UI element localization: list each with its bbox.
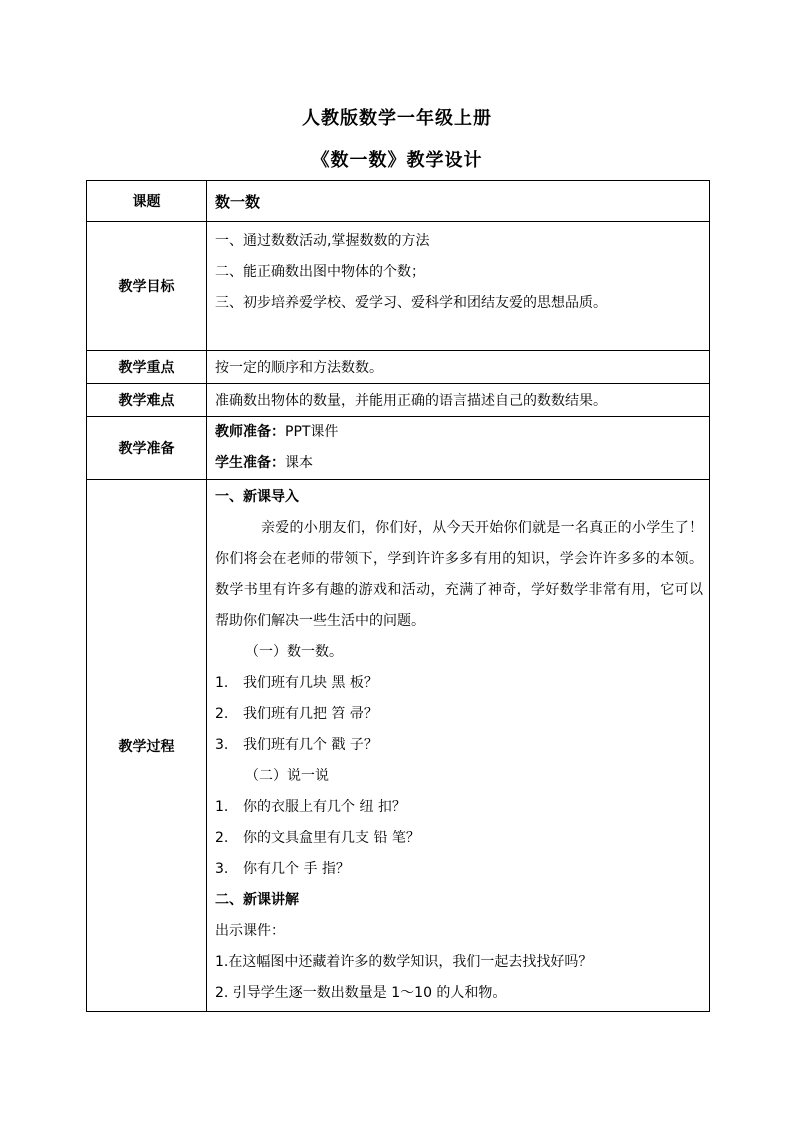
value-process xyxy=(207,480,710,1012)
list-item: 3. 我们班有几个 戳 子？ xyxy=(215,737,378,753)
teacher-prep-value: PPT课件 xyxy=(285,424,339,440)
goal-item: 一、通过数数活动,掌握数数的方法 xyxy=(215,233,430,249)
row-difficulty xyxy=(87,384,710,417)
label-topic: 课题 xyxy=(87,181,207,222)
row-topic xyxy=(87,181,710,222)
value-key-point: 按一定的顺序和方法数数。 xyxy=(207,351,710,384)
lesson-plan-table xyxy=(86,180,710,1012)
label-process: 教学过程 xyxy=(87,480,207,1012)
row-preparation xyxy=(87,417,710,480)
value-goals xyxy=(207,222,710,351)
label-preparation: 教学准备 xyxy=(87,417,207,480)
value-topic: 数一数 xyxy=(207,181,710,222)
document-subtitle: 《数一数》教学设计 xyxy=(311,150,483,171)
student-prep-value: 课本 xyxy=(285,455,313,471)
process-line: 1.在这幅图中还藏着许多的数学知识，我们一起去找找好吗？ xyxy=(215,954,593,970)
subsection-title: （二）说一说 xyxy=(245,768,329,784)
intro-paragraph: 亲爱的小朋友们，你们好，从今天开始你们就是一名真正的小学生了！你们将会在老师的带领下，学到许许多多有用的知识，学会许许多多的本领。数学书里有许多有趣的游戏和活动，充满了神奇，学好数学非常有用，它可以帮助你们解决一些生活中的问题。 xyxy=(215,520,703,629)
list-item: 3. 你有几个 手 指？ xyxy=(215,861,350,877)
goal-item: 二、能正确数出图中物体的个数； xyxy=(215,264,425,280)
subsection-title: （一）数一数。 xyxy=(245,644,343,660)
value-difficulty: 准确数出物体的数量，并能用正确的语言描述自己的数数结果。 xyxy=(207,384,710,417)
row-process xyxy=(87,480,710,1012)
label-key-point: 教学重点 xyxy=(87,351,207,384)
label-goals: 教学目标 xyxy=(87,222,207,351)
process-line: 2. 引导学生逐一数出数量是 1～10 的人和物。 xyxy=(215,985,507,1001)
label-difficulty: 教学难点 xyxy=(87,384,207,417)
section-title: 二、新课讲解 xyxy=(215,892,299,908)
row-key-point xyxy=(87,351,710,384)
section-title: 一、新课导入 xyxy=(215,489,299,505)
student-prep-label: 学生准备： xyxy=(215,455,285,471)
row-goals xyxy=(87,222,710,351)
list-item: 2. 我们班有几把 笤 帚？ xyxy=(215,706,378,722)
value-preparation xyxy=(207,417,710,480)
show-courseware-line: 出示课件： xyxy=(215,923,285,939)
list-item: 1. 你的衣服上有几个 纽 扣？ xyxy=(215,799,406,815)
list-item: 2. 你的文具盒里有几支 铅 笔？ xyxy=(215,830,420,846)
goal-item: 三、初步培养爱学校、爱学习、爱科学和团结友爱的思想品质。 xyxy=(215,295,607,311)
document-title: 人教版数学一年级上册 xyxy=(302,108,492,129)
list-item: 1. 我们班有几块 黑 板？ xyxy=(215,675,378,691)
teacher-prep-label: 教师准备： xyxy=(215,424,285,440)
